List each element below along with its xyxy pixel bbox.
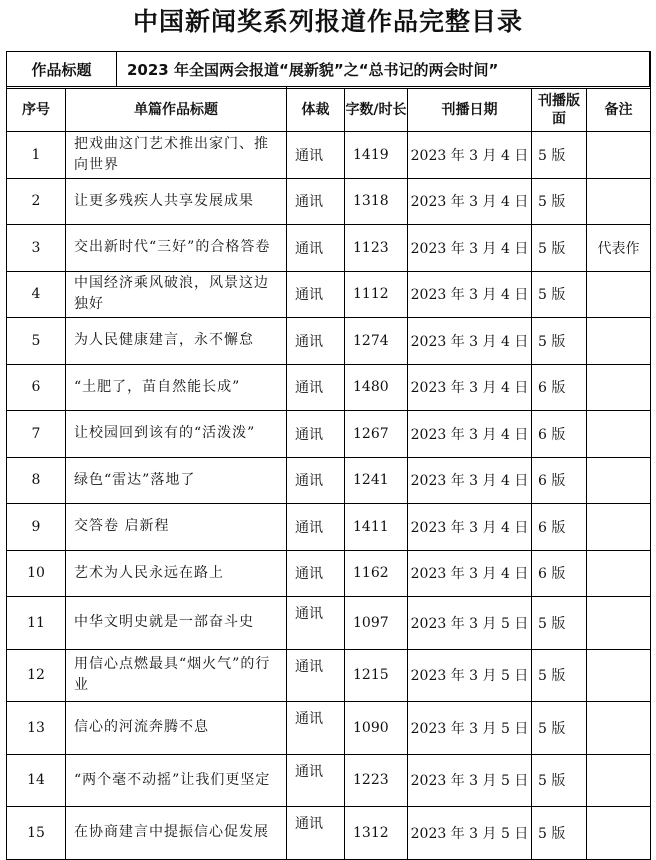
row-number: 5 — [7, 318, 66, 365]
row-note: 代表作 — [587, 225, 651, 272]
row-publish-date: 2023 年 3 月 4 日 — [408, 225, 532, 272]
row-note — [587, 754, 651, 807]
work-title-value: 2023 年全国两会报道“展新貌”之“总书记的两会时间” — [127, 60, 499, 79]
row-word-count: 1274 — [345, 318, 408, 365]
row-number: 14 — [7, 754, 66, 807]
row-note — [587, 597, 651, 650]
row-title: 交答卷 启新程 — [66, 504, 287, 551]
table-row — [7, 132, 651, 179]
row-note — [587, 702, 651, 755]
row-genre: 通讯 — [287, 178, 345, 225]
row-genre: 通讯 — [287, 411, 345, 458]
row-page: 6 版 — [532, 550, 587, 597]
row-page: 6 版 — [532, 364, 587, 411]
table-row — [7, 754, 651, 807]
row-title: 把戏曲这门艺术推出家门、推向世界 — [66, 132, 287, 179]
row-publish-date: 2023 年 3 月 5 日 — [408, 754, 532, 807]
row-genre: 通讯 — [287, 702, 345, 755]
row-page: 5 版 — [532, 132, 587, 179]
row-publish-date: 2023 年 3 月 4 日 — [408, 132, 532, 179]
table-row — [7, 649, 651, 702]
row-number: 6 — [7, 364, 66, 411]
table-row — [7, 364, 651, 411]
row-title: 用信心点燃最具“烟火气”的行业 — [66, 649, 287, 702]
row-note — [587, 318, 651, 365]
table-row — [7, 457, 651, 504]
row-title: 中国经济乘风破浪，风景这边独好 — [66, 271, 287, 318]
row-word-count: 1419 — [345, 132, 408, 179]
row-publish-date: 2023 年 3 月 5 日 — [408, 649, 532, 702]
row-number: 7 — [7, 411, 66, 458]
row-number: 11 — [7, 597, 66, 650]
row-word-count: 1112 — [345, 271, 408, 318]
row-title: 绿色“雷达”落地了 — [66, 457, 287, 504]
row-title: 艺术为人民永远在路上 — [66, 550, 287, 597]
row-genre: 通讯 — [287, 132, 345, 179]
row-publish-date: 2023 年 3 月 4 日 — [408, 364, 532, 411]
table-row — [7, 225, 651, 272]
document-title: 中国新闻奖系列报道作品完整目录 — [132, 7, 523, 36]
row-publish-date: 2023 年 3 月 4 日 — [408, 550, 532, 597]
row-page: 5 版 — [532, 318, 587, 365]
col-header-page: 刊播版面 — [532, 89, 587, 132]
row-publish-date: 2023 年 3 月 4 日 — [408, 178, 532, 225]
row-note — [587, 504, 651, 551]
row-title: 让校园回到该有的“活泼泼” — [66, 411, 287, 458]
row-genre: 通讯 — [287, 271, 345, 318]
row-publish-date: 2023 年 3 月 4 日 — [408, 411, 532, 458]
row-number: 8 — [7, 457, 66, 504]
table-row — [7, 597, 651, 650]
row-page: 5 版 — [532, 225, 587, 272]
row-number: 13 — [7, 702, 66, 755]
work-title-strip — [6, 51, 650, 87]
row-genre: 通讯 — [287, 504, 345, 551]
row-number: 10 — [7, 550, 66, 597]
row-genre: 通讯 — [287, 807, 345, 860]
row-title: 让更多残疾人共享发展成果 — [66, 178, 287, 225]
row-page: 5 版 — [532, 807, 587, 860]
table-row — [7, 318, 651, 365]
row-page: 5 版 — [532, 754, 587, 807]
row-note — [587, 457, 651, 504]
row-genre: 通讯 — [287, 318, 345, 365]
row-word-count: 1480 — [345, 364, 408, 411]
col-header-date: 刊播日期 — [408, 89, 532, 132]
row-publish-date: 2023 年 3 月 5 日 — [408, 702, 532, 755]
row-note — [587, 364, 651, 411]
row-word-count: 1267 — [345, 411, 408, 458]
row-page: 6 版 — [532, 411, 587, 458]
row-note — [587, 649, 651, 702]
row-title: 在协商建言中提振信心促发展 — [66, 807, 287, 860]
table-row — [7, 702, 651, 755]
row-number: 15 — [7, 807, 66, 860]
row-page: 5 版 — [532, 649, 587, 702]
row-number: 12 — [7, 649, 66, 702]
row-note — [587, 807, 651, 860]
row-note — [587, 550, 651, 597]
row-publish-date: 2023 年 3 月 4 日 — [408, 457, 532, 504]
table-row — [7, 271, 651, 318]
column-header-row — [7, 89, 651, 132]
row-title: 信心的河流奔腾不息 — [66, 702, 287, 755]
row-publish-date: 2023 年 3 月 5 日 — [408, 597, 532, 650]
row-word-count: 1097 — [345, 597, 408, 650]
row-title: “土肥了，苗自然能长成” — [66, 364, 287, 411]
table-row — [7, 178, 651, 225]
row-publish-date: 2023 年 3 月 4 日 — [408, 504, 532, 551]
col-header-genre: 体裁 — [287, 89, 345, 132]
row-title: “两个毫不动摇”让我们更坚定 — [66, 754, 287, 807]
row-number: 9 — [7, 504, 66, 551]
work-title-label: 作品标题 — [7, 52, 117, 86]
row-note — [587, 411, 651, 458]
col-header-count: 字数/时长 — [345, 89, 408, 132]
row-genre: 通讯 — [287, 597, 345, 650]
row-title: 中华文明史就是一部奋斗史 — [66, 597, 287, 650]
row-genre: 通讯 — [287, 649, 345, 702]
row-publish-date: 2023 年 3 月 4 日 — [408, 318, 532, 365]
row-page: 5 版 — [532, 597, 587, 650]
row-word-count: 1215 — [345, 649, 408, 702]
row-genre: 通讯 — [287, 550, 345, 597]
table-row — [7, 550, 651, 597]
row-genre: 通讯 — [287, 457, 345, 504]
row-page: 5 版 — [532, 271, 587, 318]
row-word-count: 1162 — [345, 550, 408, 597]
row-note — [587, 132, 651, 179]
table-row — [7, 411, 651, 458]
row-word-count: 1312 — [345, 807, 408, 860]
row-page: 5 版 — [532, 178, 587, 225]
row-publish-date: 2023 年 3 月 4 日 — [408, 271, 532, 318]
col-header-title: 单篇作品标题 — [66, 89, 287, 132]
row-word-count: 1318 — [345, 178, 408, 225]
catalog-table — [6, 51, 651, 860]
row-number: 2 — [7, 178, 66, 225]
row-title: 为人民健康建言，永不懈怠 — [66, 318, 287, 365]
row-number: 3 — [7, 225, 66, 272]
col-header-no: 序号 — [7, 89, 66, 132]
table-row — [7, 807, 651, 860]
row-word-count: 1090 — [345, 702, 408, 755]
col-header-note: 备注 — [587, 89, 651, 132]
row-page: 6 版 — [532, 504, 587, 551]
row-word-count: 1411 — [345, 504, 408, 551]
row-number: 1 — [7, 132, 66, 179]
row-genre: 通讯 — [287, 754, 345, 807]
row-genre: 通讯 — [287, 364, 345, 411]
table-row — [7, 504, 651, 551]
row-publish-date: 2023 年 3 月 5 日 — [408, 807, 532, 860]
row-word-count: 1241 — [345, 457, 408, 504]
row-note — [587, 271, 651, 318]
row-note — [587, 178, 651, 225]
row-number: 4 — [7, 271, 66, 318]
row-genre: 通讯 — [287, 225, 345, 272]
row-page: 5 版 — [532, 702, 587, 755]
row-word-count: 1223 — [345, 754, 408, 807]
row-page: 6 版 — [532, 457, 587, 504]
row-word-count: 1123 — [345, 225, 408, 272]
row-title: 交出新时代“三好”的合格答卷 — [66, 225, 287, 272]
